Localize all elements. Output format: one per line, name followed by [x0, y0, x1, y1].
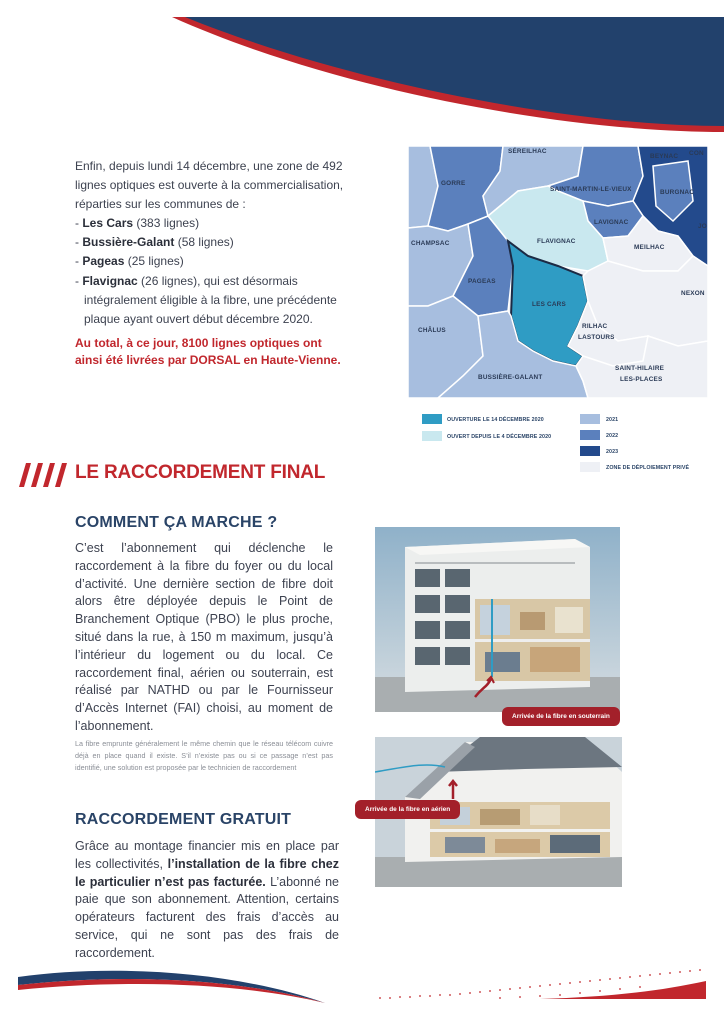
map-label: BEYNAC — [650, 153, 679, 160]
map-label: LASTOURS — [578, 334, 615, 341]
legend-swatch — [422, 431, 442, 441]
map-label: SÉREILHAC — [508, 148, 547, 155]
map-label: NEXON — [681, 290, 705, 297]
map-legend — [422, 414, 712, 474]
map-label: SAINT-MARTIN-LE-VIEUX — [550, 186, 632, 193]
free-text — [75, 838, 339, 963]
legend-swatch — [580, 462, 600, 472]
legend-label: 2021 — [606, 417, 619, 423]
aerial-tag: Arrivée de la fibre en aérien — [355, 800, 460, 819]
legend-swatch — [422, 414, 442, 424]
free-text-intro: Grâce au montage financier mis en place par les collectivités, — [75, 839, 339, 871]
map-label: RILHAC — [582, 323, 608, 330]
free-text-highlight: l’installation de la fibre chez le particulier n’est pas facturée. — [75, 856, 339, 889]
commune-list — [75, 214, 345, 329]
intro-paragraph: Enfin, depuis lundi 14 décembre, une zone de 492 lignes optiques est ouverte à la commercialisation, réparties sur les communes de : — [75, 159, 344, 211]
commune-detail: (58 lignes) — [174, 235, 234, 250]
map-label: JO — [698, 223, 707, 230]
commune-item: - Bussière-Galant (58 lignes) — [75, 235, 234, 250]
map-label: CHAMPSAC — [411, 240, 450, 247]
legend-label: 2022 — [606, 433, 619, 439]
map-label: LES-PLACES — [620, 376, 663, 383]
bottom-swoosh-decoration — [0, 955, 724, 1024]
section-stripes-icon — [17, 463, 67, 487]
map-label: CON — [689, 150, 704, 157]
commune-item: - Les Cars (383 lignes) — [75, 216, 200, 230]
map-label: SAINT-HILAIRE — [615, 365, 665, 372]
legend-swatch — [580, 430, 600, 440]
map-label: CHÂLUS — [418, 327, 446, 334]
legend-label: OUVERTURE LE 14 DÉCEMBRE 2020 — [447, 417, 544, 423]
commune-item: - Pageas (25 lignes) — [75, 254, 184, 269]
legend-label: OUVERT DEPUIS LE 4 DÉCEMBRE 2020 — [447, 434, 552, 440]
commune-name: Bussière-Galant — [82, 235, 175, 250]
commune-name: Flavignac — [82, 273, 138, 288]
map-label: PAGEAS — [468, 278, 496, 285]
total-lines-highlight: Au total, à ce jour, 8100 lignes optiques ont ainsi été livrées par DORSAL en Haute-Vienne. — [75, 336, 341, 367]
underground-tag: Arrivée de la fibre en souterrain — [502, 707, 620, 726]
building-underground-illustration — [375, 527, 620, 712]
free-heading: RACCORDEMENT GRATUIT — [75, 811, 292, 828]
section-title: LE RACCORDEMENT FINAL — [75, 462, 326, 483]
legend-swatch — [580, 414, 600, 424]
free-text-rest: L’abonné ne paie que son abonnement. Attention, certains opérateurs facturent des frais d’accès au service, qui ne sont pas des frais de raccordement. — [75, 874, 340, 960]
legend-swatch — [580, 446, 600, 456]
how-heading: COMMENT ÇA MARCHE ? — [75, 514, 278, 531]
map-label: BURGNAC — [660, 189, 695, 196]
top-swoosh-decoration — [0, 0, 724, 140]
commune-detail: (383 lignes) — [133, 216, 200, 230]
map-label: LES CARS — [532, 301, 566, 308]
intro-block — [75, 157, 345, 329]
map-label: LAVIGNAC — [594, 219, 629, 226]
commune-detail: (25 lignes) — [124, 254, 184, 269]
deployment-map — [408, 146, 708, 398]
map-label: GORRE — [441, 180, 466, 187]
legend-label: ZONE DE DÉPLOIEMENT PRIVÉ — [606, 465, 690, 471]
commune-name: Les Cars — [82, 216, 134, 230]
commune-item: - Flavignac (26 lignes), qui est désormais intégralement éligible à la fibre, une précédente plaque ayant ouvert début décembre 2020. — [75, 273, 337, 327]
how-text: C’est l’abonnement qui déclenche le raccordement à la fibre du foyer ou du local d’activité. Une dernière section de fibre doit alors être déployée depuis le Point de Branchement Optique (PBO) le plus proche, situé dans la rue, à 150 m maximum, jusqu’à l’intérieur du logement ou du local. Ce raccordement final, aérien ou souterrain, est réalisé par NATHD ou par le Fournisseur d’Accès Internet (FAI) choisi, au moment de l’abonnement. — [75, 541, 333, 733]
map-label: FLAVIGNAC — [537, 238, 576, 245]
map-label: MEILHAC — [634, 244, 665, 251]
how-note: La fibre emprunte généralement le même chemin que le réseau télécom cuivre déjà en place quand il existe. S’il n’existe pas ou si ce passage n’est pas identifié, une solution est proposée par le technicien de raccordement — [75, 739, 333, 772]
commune-name: Pageas — [82, 254, 125, 269]
commune-detail: (26 lignes), qui est désormais intégralement éligible à la fibre, une précédente plaque ayant ouvert début décembre 2020. — [84, 273, 337, 327]
legend-label: 2023 — [606, 449, 619, 455]
map-label: BUSSIÈRE-GALANT — [478, 374, 543, 381]
